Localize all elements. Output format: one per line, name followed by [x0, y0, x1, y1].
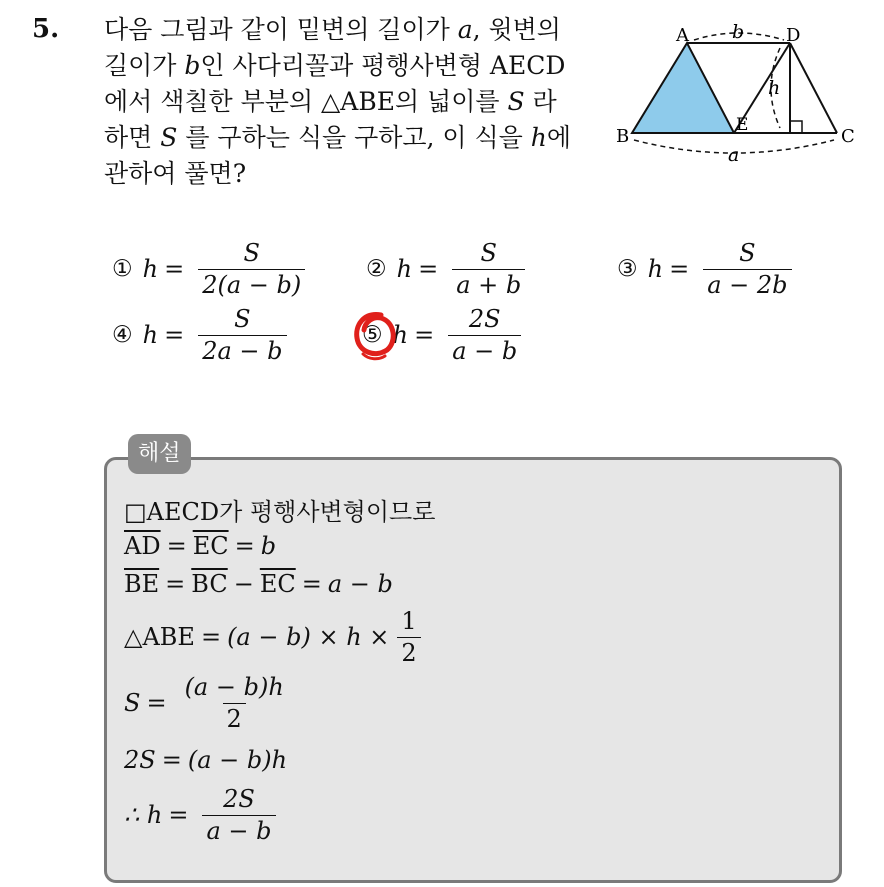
choice-5[interactable]: ⑤ h = $\frac{2S}{a - b}$ — [362, 306, 521, 364]
answer-circle-mark — [351, 308, 401, 362]
solution-line-6: 2S = (a − b)h — [124, 746, 288, 774]
trapezoid-figure — [612, 18, 862, 173]
shaded-triangle-abe — [632, 43, 734, 133]
label-d-point: D — [786, 25, 801, 46]
question-line-1: 다음 그림과 같이 밑변의 길이가 a, 윗변의 — [104, 15, 561, 44]
question-line-2: 길이가 b인 사다리꼴과 평행사변형 AECD — [104, 51, 566, 80]
choice-2[interactable]: ② h = $\frac{S}{a + b}$ — [366, 240, 525, 298]
question-text — [104, 12, 604, 192]
solution-line-1: □AECD가 평행사변형이므로 — [124, 498, 436, 526]
choice-4[interactable]: ④ h = $\frac{S}{2a - b}$ — [112, 306, 287, 364]
label-a-point: A — [676, 25, 689, 46]
label-b-length: b — [732, 21, 745, 43]
choice-3[interactable]: ③ h = $\frac{S}{a - 2b}$ — [617, 240, 792, 298]
solution-line-2: $\overline{AD}$ = $\overline{EC}$ = b — [124, 532, 277, 560]
label-c-point: C — [841, 126, 855, 147]
question-number: 5. — [32, 14, 60, 44]
side-dc — [790, 43, 837, 133]
question-line-5: 관하여 풀면? — [104, 159, 247, 188]
solution-line-3: $\overline{BE}$ = $\overline{BC}$ − $\overline{EC}$ = a − b — [124, 570, 393, 598]
solution-tag: 해설 — [128, 434, 191, 474]
solution-line-7: ∴ h = $\frac{2S}{a - b}$ — [124, 786, 276, 844]
label-e-point: E — [736, 115, 749, 135]
right-angle-mark — [790, 121, 802, 133]
choice-1[interactable]: ① h = $\frac{S}{2(a - b)}$ — [112, 240, 305, 298]
solution-line-4: △ABE = (a − b) × h × $\frac{1}{2}$ — [124, 608, 421, 666]
label-h-length: h — [768, 77, 781, 99]
label-b-point: B — [616, 126, 630, 147]
solution-line-5: S = $\frac{(a - b)h}{2}$ — [124, 673, 284, 733]
label-a-length: a — [728, 144, 740, 166]
question-line-3: 에서 색칠한 부분의 △ABE의 넓이를 S 라 — [104, 87, 557, 116]
question-line-4: 하면 S 를 구하는 식을 구하고, 이 식을 h에 — [104, 123, 572, 152]
